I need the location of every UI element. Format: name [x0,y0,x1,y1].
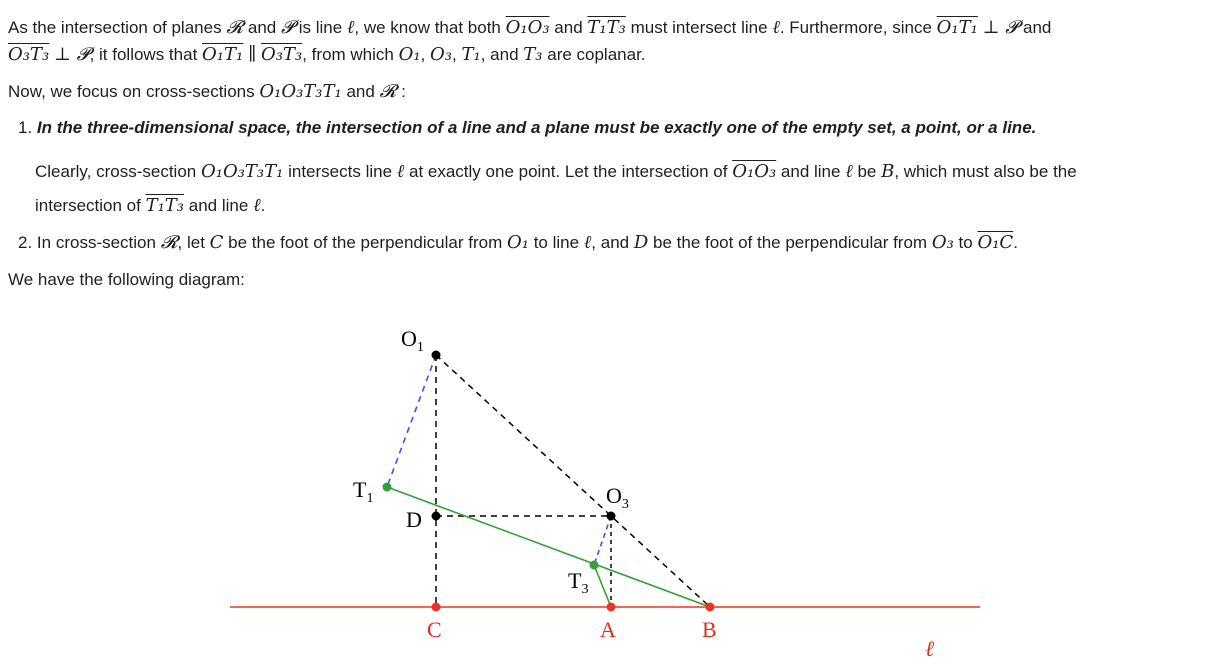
math-O3: O₃ [931,232,954,253]
text-segment: In cross-section [36,233,156,252]
math-ell: ℓ [396,161,405,182]
math-D: D [633,232,649,253]
list-number: 2. [18,233,33,252]
colon: : [401,82,406,101]
label-C: C [427,617,442,642]
math-parallel: ∥ [247,44,257,65]
text-segment: , and [591,233,630,252]
list-number: 1. [18,118,33,137]
text-segment: be the foot of the perpendicular from [228,233,503,252]
math-T3: T₃ [523,44,543,65]
math-O1: O₁ [398,44,421,65]
text-segment: must intersect line [630,18,768,37]
math-O1: O₁ [506,232,529,253]
math-R: 𝓡 [160,232,178,253]
period: . [260,196,266,215]
text-segment: , let [177,233,205,252]
point-B [706,603,715,612]
point-A [607,603,616,612]
math-B: B [881,161,895,182]
math-R: 𝓡 [379,81,397,102]
label-T3: $T_3$ [568,568,589,597]
math-ell: ℓ [253,195,261,216]
point-O3 [607,512,616,521]
list-item-1-text: In the three-dimensional space, the intersection of a line and a plane must be exactly one of the empty set, a point, or a line. [36,118,1037,137]
math-ell: ℓ [845,161,853,182]
math-O1O3T3T1: O₁O₃T₃T₁ [259,81,342,102]
label-O1: $O_1$ [401,326,424,355]
math-O1O3T3T1: O₁O₃T₃T₁ [200,161,284,182]
text-segment: be [857,162,877,181]
point-D [432,512,441,521]
text-segment: . Furthermore, since [779,18,932,37]
math-seg-O1T1: O₁T₁ [202,44,244,65]
text-segment: , from which [302,45,394,64]
text-segment: to line [533,233,580,252]
text-segment: Clearly, cross-section [35,162,197,181]
period: . [1013,233,1018,252]
math-P: 𝓟 [280,17,294,38]
text-segment: Now, we focus on cross-sections [8,82,255,101]
text-segment: and [554,18,583,37]
math-seg-O1T1: O₁T₁ [936,17,978,38]
text-segment: , which must also be the [894,162,1077,181]
text-segment: intersection of [35,196,141,215]
text-segment: and [1022,18,1052,37]
math-R: 𝓡 [226,17,244,38]
math-ell: ℓ [772,17,780,38]
text-segment: and [247,18,277,37]
math-seg-O1C: O₁C [977,232,1014,253]
label-ell: ℓ [925,636,935,661]
paragraph-1-line-2: O₃T₃ ⊥ 𝓟, it follows that O₁T₁ ∥ O₃T₃, from which O₁, O₃, T₁, and T₃ are coplanar. [8,44,646,65]
math-seg-O3T3: O₃T₃ [261,44,303,65]
math-O3: O₃ [430,44,453,65]
math-vec-O1O3: O₁O₃ [505,17,550,38]
math-perp-P: ⊥ 𝓟 [53,44,90,65]
text-segment: , and [480,45,519,64]
label-D: D [406,507,422,532]
text-segment: are coplanar. [547,45,646,64]
math-vec-T1T3: T₁T₃ [587,17,626,38]
point-T1 [383,483,392,492]
text-segment: , we know that both [354,18,501,37]
segment-O3-T3 [594,516,611,565]
math-vec-O1O3: O₁O₃ [732,161,777,182]
math-seg-O3T3: O₃T₃ [8,44,50,65]
text-segment: is line [298,18,343,37]
text-segment: intersects line [288,162,393,181]
text-segment: , it follows that [89,45,198,64]
math-ell: ℓ [346,17,355,38]
text-segment: to [958,233,973,252]
point-O1 [432,351,441,360]
label-A: A [600,617,616,642]
text-segment: and line [188,196,249,215]
text-segment: We have the following diagram: [8,270,245,289]
math-vec-T1T3: T₁T₃ [145,195,185,216]
label-T1: $T_1$ [353,477,374,506]
text-segment: and line [780,162,841,181]
point-C [432,603,441,612]
math-C: C [209,232,224,253]
segment-O1-T1 [387,355,436,487]
label-O3: $O_3$ [606,483,629,512]
text-segment: As the intersection of planes [8,18,222,37]
text-segment: and [346,82,375,101]
text-segment: be the foot of the perpendicular from [653,233,928,252]
segment-T3-A [594,565,611,607]
label-B: B [702,617,717,642]
math-ell: ℓ [583,232,592,253]
text-segment: at exactly one point. Let the intersection of [409,162,728,181]
math-perp-P: ⊥ 𝓟 [982,17,1019,38]
point-T3 [590,561,599,570]
math-T1: T₁ [461,44,481,65]
